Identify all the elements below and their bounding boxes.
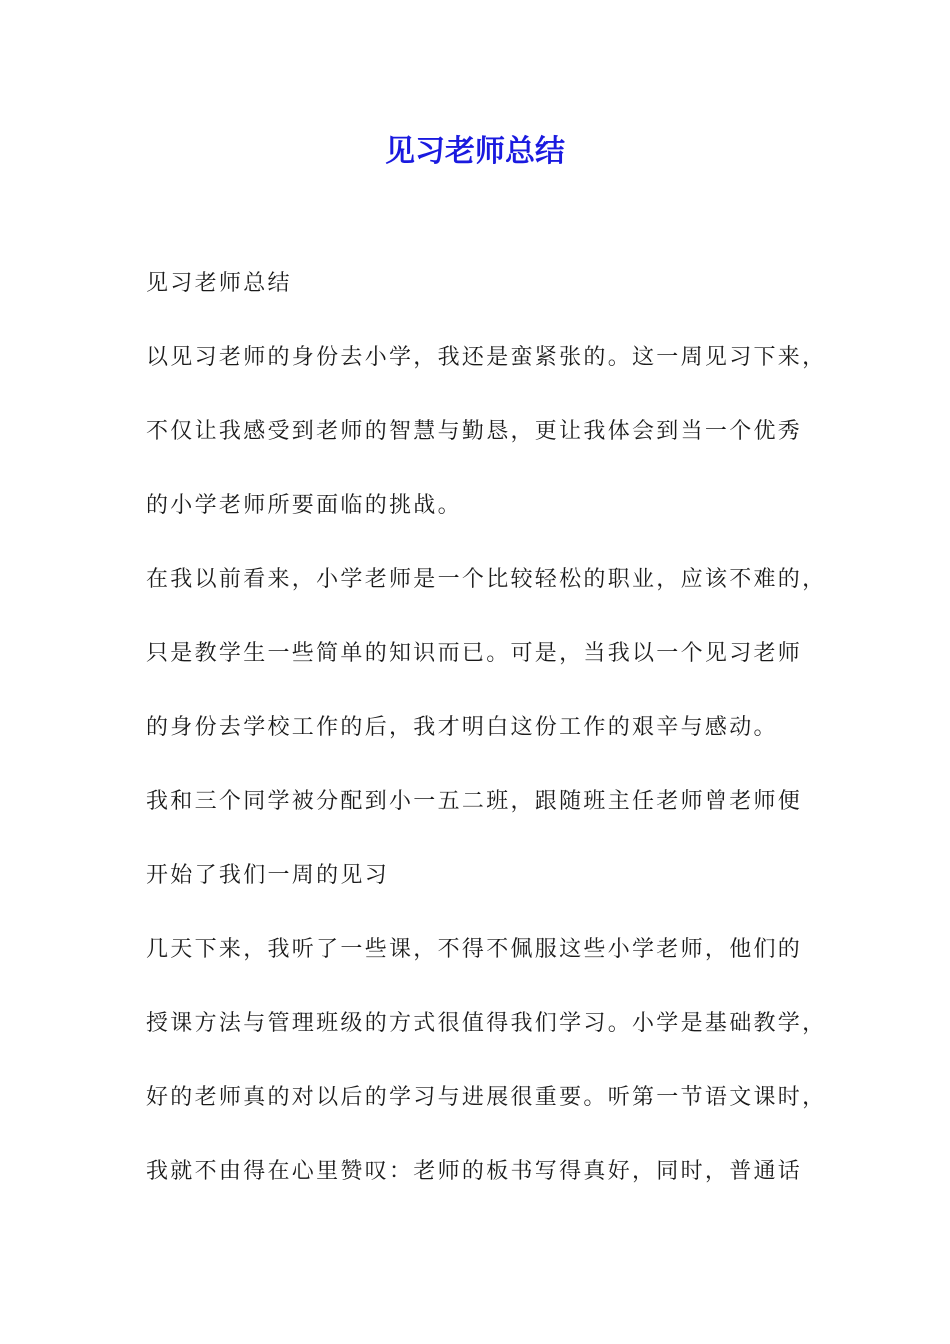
body-line: 几天下来，我听了一些课，不得不佩服这些小学老师，他们的: [146, 937, 803, 962]
body-line: 我和三个同学被分配到小一五二班，跟随班主任老师曾老师便: [146, 789, 803, 814]
body-line: 授课方法与管理班级的方式很值得我们学习。小学是基础教学，: [146, 1011, 827, 1036]
body-line: 开始了我们一周的见习: [146, 863, 390, 888]
body-line: 在我以前看来，小学老师是一个比较轻松的职业，应该不难的，: [146, 567, 827, 592]
body-line-subtitle: 见习老师总结: [146, 271, 292, 296]
body-line: 不仅让我感受到老师的智慧与勤恳，更让我体会到当一个优秀: [146, 419, 803, 444]
body-line: 以见习老师的身份去小学，我还是蛮紧张的。这一周见习下来，: [146, 345, 827, 370]
body-line: 的小学老师所要面临的挑战。: [146, 493, 462, 518]
body-line: 我就不由得在心里赞叹：老师的板书写得真好，同时，普通话: [146, 1159, 803, 1184]
body-line: 只是教学生一些简单的知识而已。可是，当我以一个见习老师: [146, 641, 803, 666]
document-body: [146, 262, 826, 1224]
document-title: 见习老师总结: [385, 134, 565, 169]
body-line: 好的老师真的对以后的学习与进展很重要。听第一节语文课时，: [146, 1085, 827, 1110]
body-line: 的身份去学校工作的后，我才明白这份工作的艰辛与感动。: [146, 715, 778, 740]
